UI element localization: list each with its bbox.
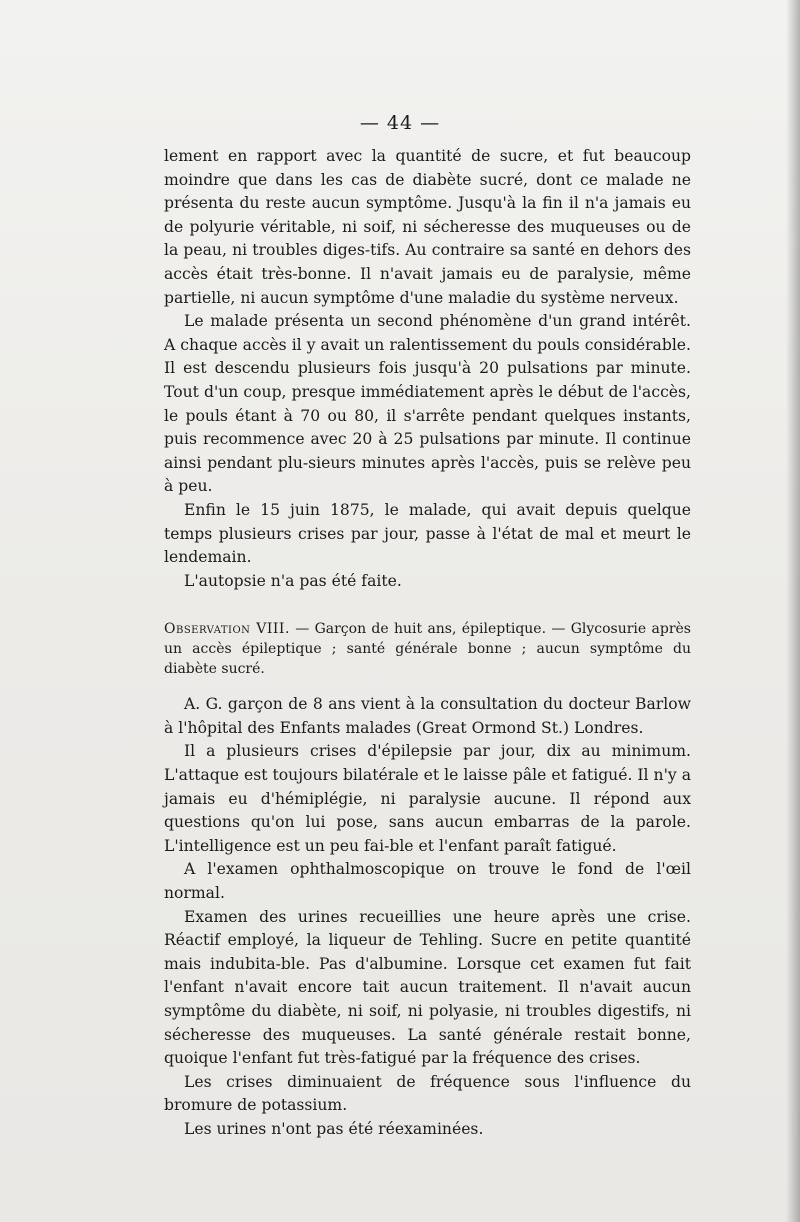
page-edge-shadow: [786, 0, 800, 1222]
paragraph-6: Il a plusieurs crises d'épilepsie par jour, dix au minimum. L'attaque est toujours bilatérale et le laisse pâle et fatigué. Il n'y a jamais eu d'hémiplégie, ni paralysie aucune. Il répond aux questions qu'on lui pose, sans aucun embarras de la parole. L'intelligence est un peu fai-ble et l'enfant paraît fatigué.: [164, 742, 691, 855]
observation-label: Observation VIII.: [164, 621, 290, 638]
paragraph-3: Enfin le 15 juin 1875, le malade, qui avait depuis quelque temps plusieurs crises par jour, passe à l'état de mal et meurt le lendemain.: [164, 500, 691, 567]
observation-summary: — Garçon de huit ans, épileptique. — Glycosurie après un accès épileptique ; santé générale bonne ; aucun symptôme du diabète sucré.: [164, 621, 691, 678]
paragraph-5: A. G. garçon de 8 ans vient à la consultation du docteur Barlow à l'hôpital des Enfants malades (Great Ormond St.) Londres.: [164, 695, 691, 737]
paragraph-2: Le malade présenta un second phénomène d'un grand intérêt. A chaque accès il y avait un ralentissement du pouls considérable. Il est descendu plusieurs fois jusqu'à 20 pulsations par minute. Tout d'un coup, presque immédiatement après le début de l'accès, le pouls étant à 70 ou 80, il s'arrête pendant quelques instants, puis recommence avec 20 à 25 pulsations par minute. Il continue ainsi pendant plu-sieurs minutes après l'accès, puis se relève peu à peu.: [164, 312, 691, 496]
paragraph-7: A l'examen ophthalmoscopique on trouve le fond de l'œil normal.: [164, 860, 691, 903]
paragraph-8: Examen des urines recueillies une heure après une crise. Réactif employé, la liqueur de Tehling. Sucre en petite quantité mais indubita-ble. Pas d'albumine. Lorsque cet examen fut fait l'enfant n'avait encore tait aucun traitement. Il n'avait aucun symptôme du diabète, ni soif, ni polyasie, ni troubles digestifs, ni sécheresse des muqueuses. La santé générale restait bonne, quoique l'enfant fut très-fatigué par la fréquence des crises.: [164, 907, 691, 1068]
page-number: — 44 —: [359, 112, 441, 134]
body-text: [164, 145, 691, 1142]
paragraph-10: Les urines n'ont pas été réexaminées.: [184, 1119, 484, 1138]
paragraph-9: Les crises diminuaient de fréquence sous l'influence du bromure de potassium.: [164, 1072, 691, 1115]
paragraph-1: lement en rapport avec la quantité de sucre, et fut beaucoup moindre que dans les cas de diabète sucré, dont ce malade ne présenta du reste aucun symptôme. Jusqu'à la fin il n'a jamais eu de polyurie véritable, ni soif, ni sécheresse des muqueuses ou de la peau, ni troubles diges-tifs. Au contraire sa santé en dehors des accès était très-bonne. Il n'avait jamais eu de paralysie, même partielle, ni aucun symptôme d'une maladie du système nerveux.: [164, 147, 691, 307]
observation-heading: [164, 619, 691, 679]
paragraph-4: L'autopsie n'a pas été faite.: [184, 571, 402, 590]
